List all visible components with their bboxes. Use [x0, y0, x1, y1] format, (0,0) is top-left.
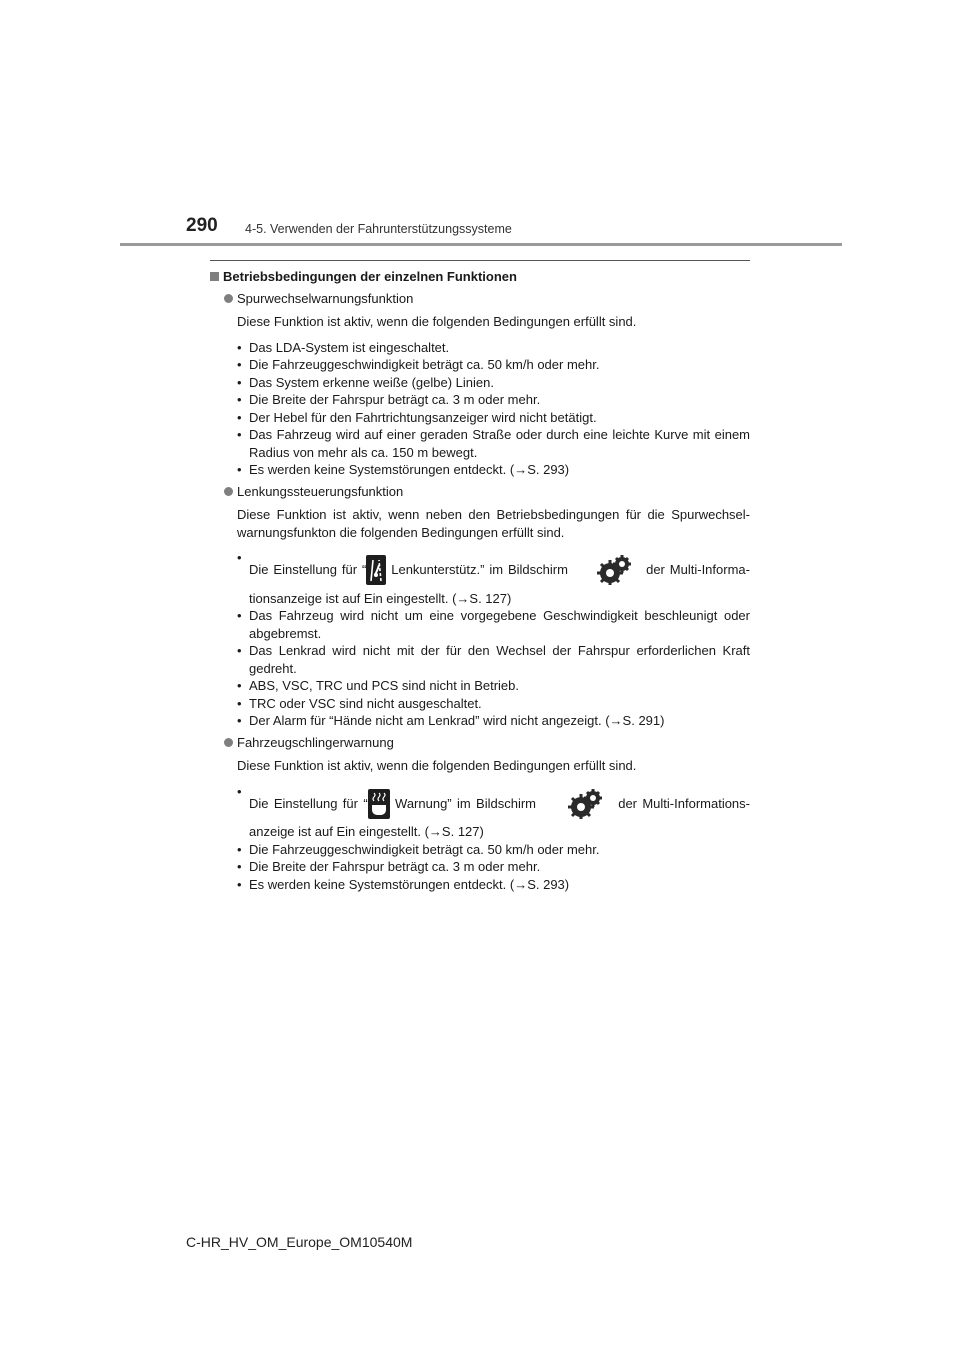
- round-bullet-icon: [224, 487, 233, 496]
- subsection-title: Lenkungssteuerungsfunktion: [210, 483, 750, 501]
- settings-gear-icon: [597, 555, 631, 590]
- list-item: • Die Einstellung für “ Lenkunterstütz.” im Bildschirm der Multi-Informa-tionsanzeige ist auf Ein eingestellt. (→S. 127): [237, 549, 750, 607]
- subsection-description: Diese Funktion ist aktiv, wenn die folgenden Bedingungen erfüllt sind.: [237, 758, 637, 773]
- settings-gear-icon: [568, 789, 602, 824]
- list-item: • Es werden keine Systemstörungen entdeckt. (→S. 293): [237, 876, 750, 894]
- list-item: • Das LDA-System ist eingeschaltet.: [237, 339, 750, 357]
- coffee-cup-icon: [368, 789, 390, 824]
- list-item: • Das Lenkrad wird nicht mit der für den Wechsel der Fahrspur erforderlichen Kraft gedreht.: [237, 642, 750, 677]
- round-bullet-icon: [224, 294, 233, 303]
- subsection-description: Diese Funktion ist aktiv, wenn die folgenden Bedingungen erfüllt sind.: [237, 314, 637, 329]
- list-item: • Das Fahrzeug wird nicht um eine vorgegebene Geschwindigkeit beschleunigt oder abgebremst.: [237, 607, 750, 642]
- list-item: • Das System erkenne weiße (gelbe) Linien.: [237, 374, 750, 392]
- list-item: • ABS, VSC, TRC und PCS sind nicht in Betrieb.: [237, 677, 750, 695]
- subsection-title: Spurwechselwarnungsfunktion: [210, 290, 750, 308]
- condition-list: [210, 783, 750, 894]
- section-rule: [210, 260, 750, 261]
- subsection-title: Fahrzeugschlingerwarnung: [210, 734, 750, 752]
- list-item: • Der Hebel für den Fahrtrichtungsanzeiger wird nicht betätigt.: [237, 409, 750, 427]
- subsection-description: Diese Funktion ist aktiv, wenn neben den Betriebsbedingungen für die Spurwechsel-warnungsfunkton die folgenden Bedingungen erfüllt sind.: [237, 507, 750, 540]
- condition-list: [210, 339, 750, 479]
- list-item: • Das Fahrzeug wird auf einer geraden Straße oder durch eine leichte Kurve mit einem Radius von mehr als ca. 150 m bewegt.: [237, 426, 750, 461]
- list-item: • Die Fahrzeuggeschwindigkeit beträgt ca. 50 km/h oder mehr.: [237, 841, 750, 859]
- square-bullet-icon: [210, 272, 219, 281]
- list-item: • TRC oder VSC sind nicht ausgeschaltet.: [237, 695, 750, 713]
- page-number: 290: [186, 215, 218, 236]
- header-rule: [120, 243, 842, 246]
- round-bullet-icon: [224, 738, 233, 747]
- list-item: • Die Breite der Fahrspur beträgt ca. 3 m oder mehr.: [237, 858, 750, 876]
- list-item: • Der Alarm für “Hände nicht am Lenkrad” wird nicht angezeigt. (→S. 291): [237, 712, 750, 730]
- steering-assist-icon: [366, 555, 386, 590]
- list-item: • Die Einstellung für “ Warnung” im Bildschirm der Multi-Informations-anzeige ist auf Ein eingestellt. (→S. 127): [237, 783, 750, 841]
- list-item: • Die Fahrzeuggeschwindigkeit beträgt ca. 50 km/h oder mehr.: [237, 356, 750, 374]
- conditions-heading: Betriebsbedingungen der einzelnen Funktionen: [210, 268, 750, 286]
- list-item: • Die Breite der Fahrspur beträgt ca. 3 m oder mehr.: [237, 391, 750, 409]
- main-content: [210, 268, 750, 895]
- section-title: 4-5. Verwenden der Fahrunterstützungssysteme: [245, 222, 512, 236]
- list-item: • Es werden keine Systemstörungen entdeckt. (→S. 293): [237, 461, 750, 479]
- document-id: C-HR_HV_OM_Europe_OM10540M: [186, 1234, 413, 1250]
- condition-list: [210, 549, 750, 730]
